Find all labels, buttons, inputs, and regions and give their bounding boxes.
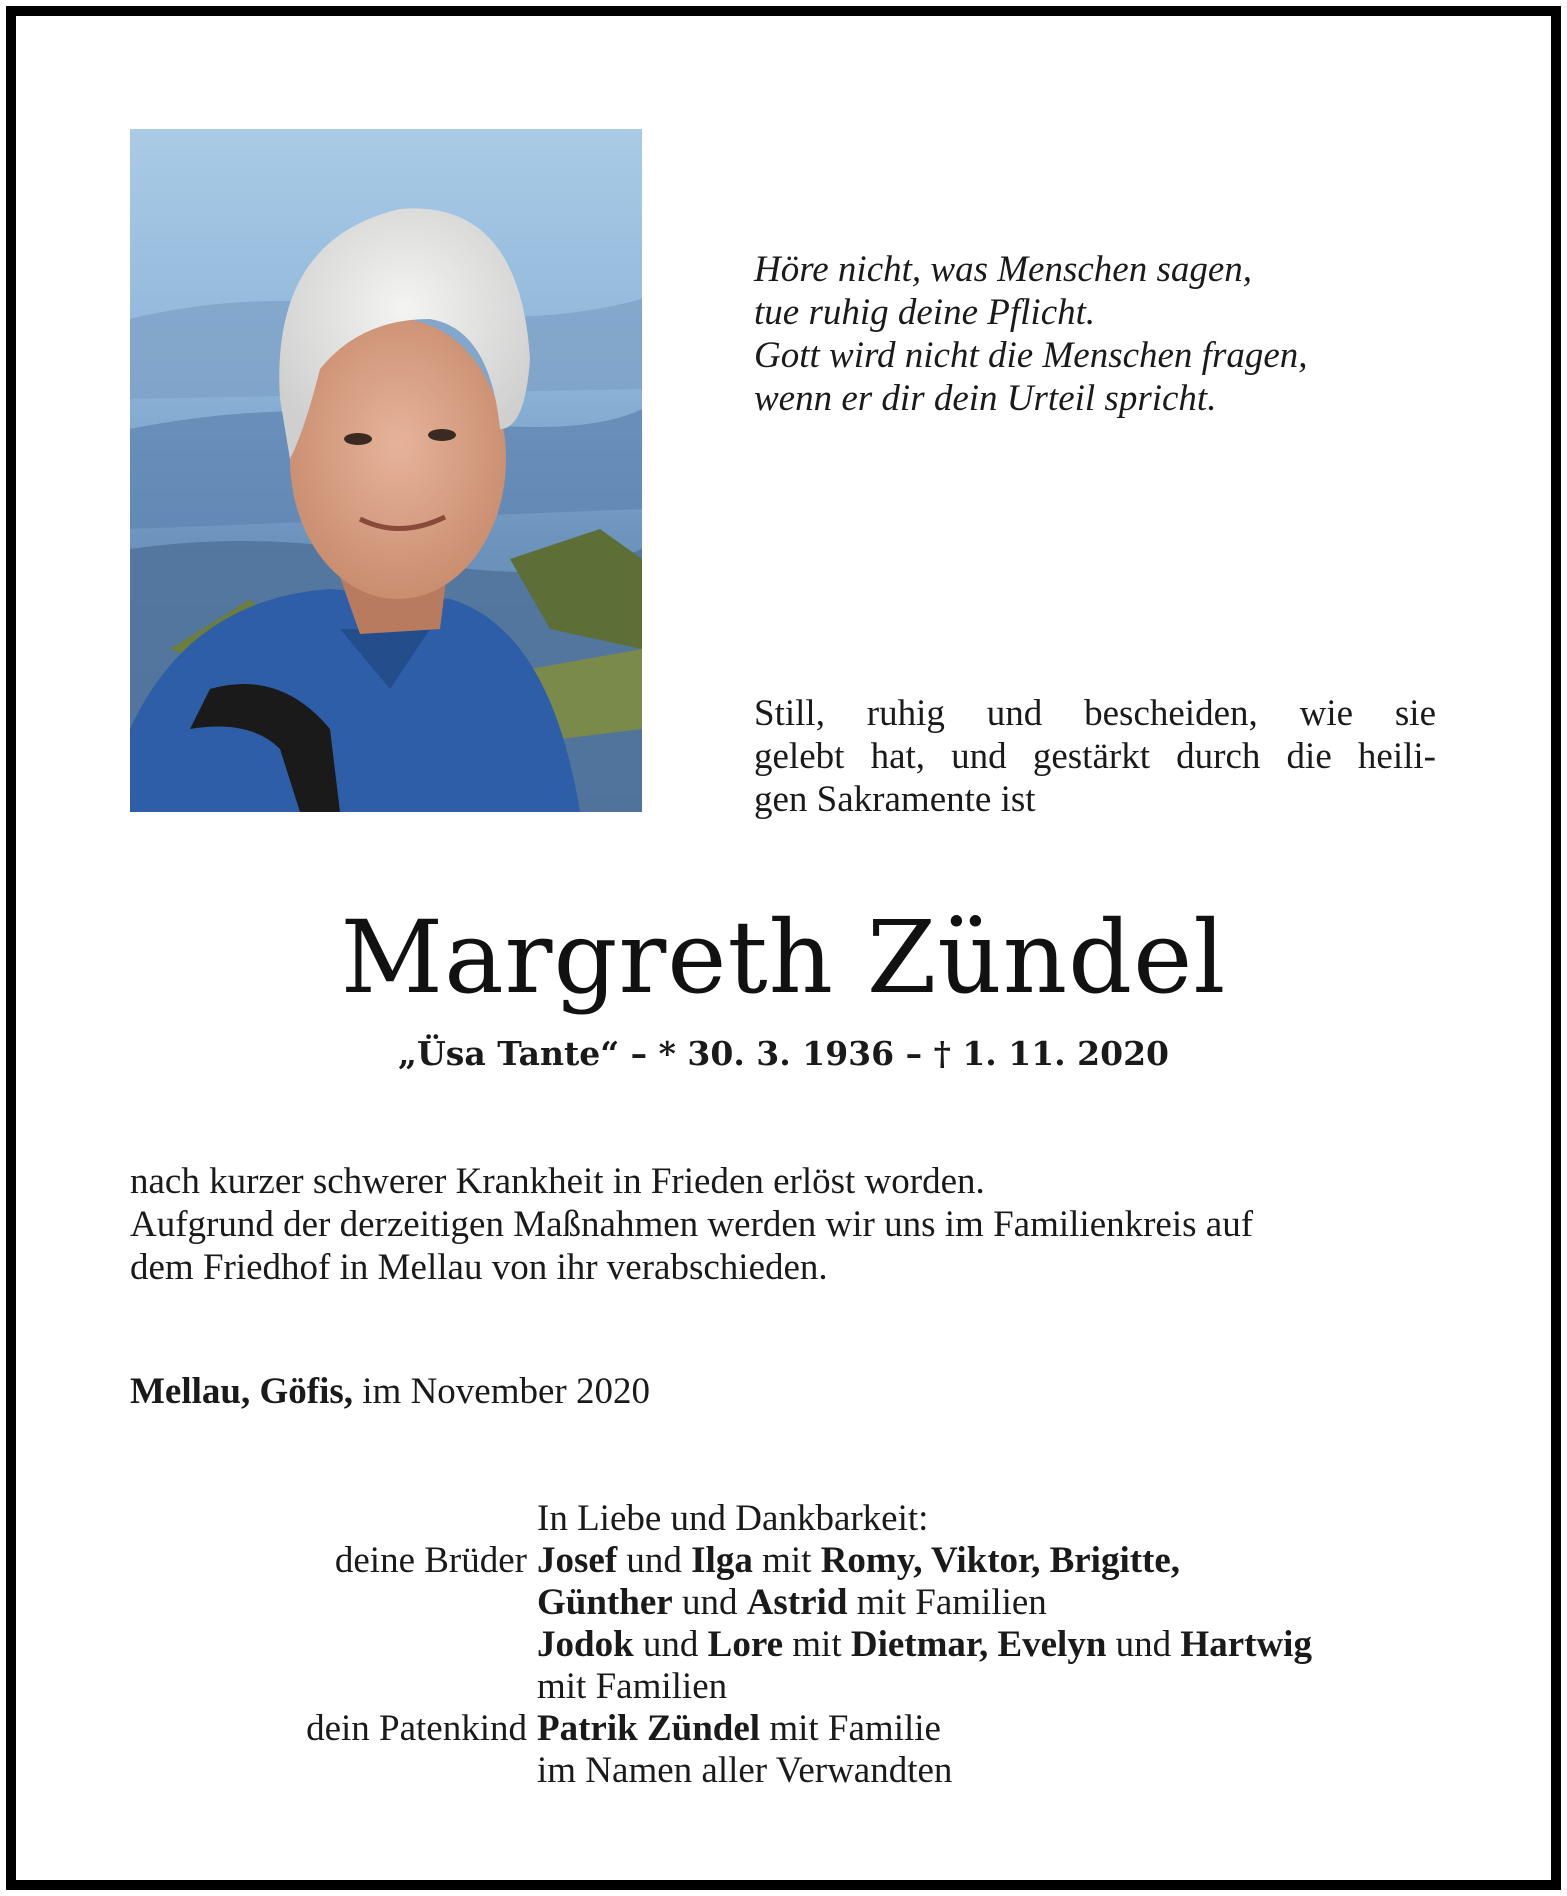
mourner-name: Patrik Zündel — [537, 1708, 761, 1749]
mourner-group-label: deine Brüder — [334, 1540, 527, 1581]
mourner-group-lines — [537, 1707, 952, 1791]
place-date — [130, 1370, 650, 1413]
places: Mellau, Göfis, — [130, 1371, 354, 1412]
announcement-line: dem Friedhof in Mellau von ihr verabschieden. — [130, 1247, 828, 1288]
poem-line: Höre nicht, was Menschen sagen, — [754, 249, 1253, 290]
mourner-line — [537, 1749, 952, 1791]
mourner-line — [537, 1581, 1312, 1623]
portrait-photo — [130, 129, 642, 812]
mourner-name: Ilga — [691, 1540, 753, 1581]
mourner-group-label: dein Patenkind — [306, 1708, 527, 1749]
mourner-text: mit — [752, 1540, 821, 1581]
portrait-image — [130, 129, 642, 812]
poem-line: tue ruhig deine Pflicht. — [754, 292, 1096, 333]
mourner-name: Jodok — [537, 1624, 634, 1665]
intro-line: Still, ruhig und bescheiden, wie sie — [754, 693, 1436, 734]
mourner-text: mit Familien — [847, 1582, 1047, 1623]
poem-line: wenn er dir dein Urteil spricht. — [754, 378, 1217, 419]
mourner-name: Lore — [707, 1624, 784, 1665]
intro-line: gelebt hat, und gestärkt durch die heili- — [754, 736, 1436, 777]
mourner-group-lines — [537, 1539, 1312, 1707]
mourner-name: Günther — [537, 1582, 673, 1623]
mourner-text: mit — [783, 1624, 851, 1665]
month-year: im November 2020 — [362, 1371, 650, 1412]
intro-text — [754, 692, 1436, 821]
mourner-text: und — [672, 1582, 747, 1623]
intro-line: gen Sakramente ist — [754, 779, 1036, 820]
mourner-text: mit Familien — [537, 1666, 728, 1707]
announcement-line: nach kurzer schwerer Krankheit in Frieden erlöst worden. — [130, 1161, 985, 1202]
life-dates: „Üsa Tante“ – * 30. 3. 1936 – † 1. 11. 2020 — [397, 1034, 1170, 1073]
mourner-name: Hartwig — [1180, 1624, 1312, 1665]
mourner-text: im Namen aller Verwandten — [537, 1750, 953, 1791]
mourners-heading: In Liebe und Dankbarkeit: — [537, 1498, 929, 1539]
mourner-text: und — [1106, 1624, 1181, 1665]
mourner-name: Astrid — [746, 1582, 848, 1623]
mourner-name: Romy, Viktor, Brigitte, — [820, 1540, 1181, 1581]
poem — [754, 248, 1474, 420]
mourner-text: und — [617, 1540, 692, 1581]
mourner-line — [537, 1623, 1312, 1665]
announcement-text — [130, 1160, 1440, 1289]
announcement-line: Aufgrund der derzeitigen Maßnahmen werden wir uns im Familienkreis auf — [130, 1204, 1254, 1245]
poem-line: Gott wird nicht die Menschen fragen, — [754, 335, 1308, 376]
mourner-line — [537, 1707, 952, 1749]
mourner-text: mit Familie — [760, 1708, 941, 1749]
mourner-text: und — [633, 1624, 708, 1665]
mourner-name: Josef — [537, 1540, 618, 1581]
mourner-line — [537, 1539, 1312, 1581]
mourner-line — [537, 1665, 1312, 1707]
mourner-name: Dietmar, Evelyn — [850, 1624, 1107, 1665]
deceased-name: Margreth Zündel — [340, 899, 1227, 1016]
